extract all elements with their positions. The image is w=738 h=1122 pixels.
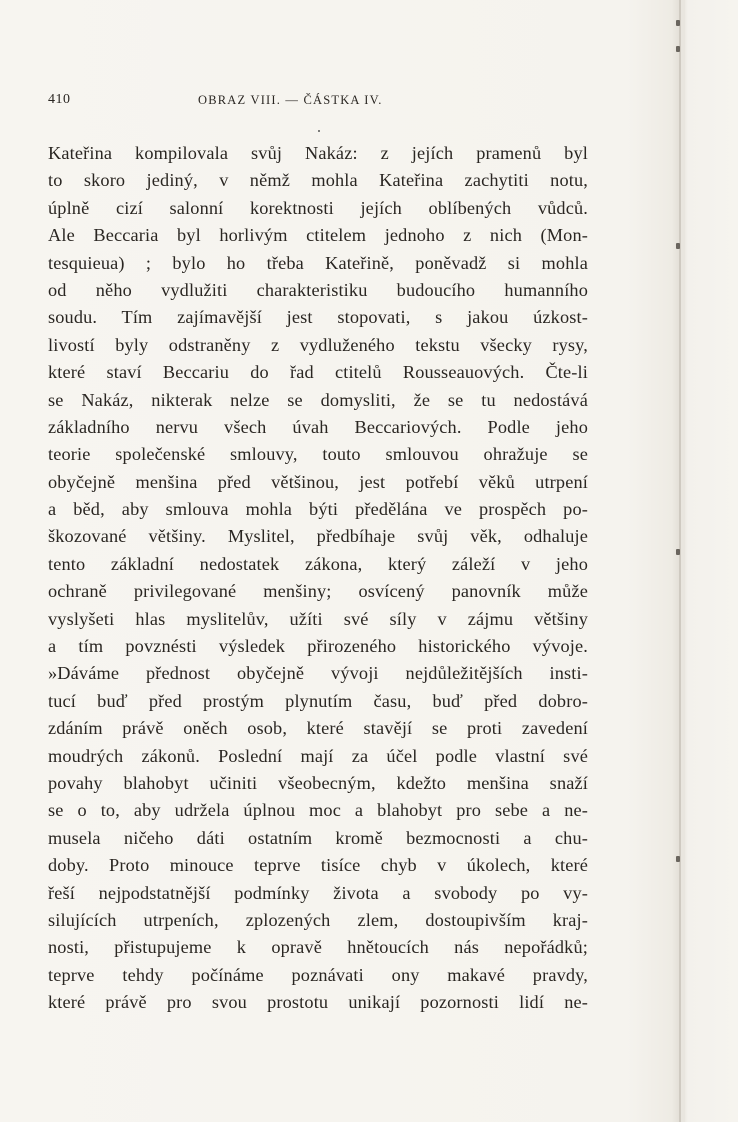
text-line: teprve tehdy počínáme poznávati ony makavé pravdy,	[48, 964, 588, 985]
body-text	[48, 140, 588, 1017]
print-speck	[318, 130, 320, 132]
text-line: řeší nejpodstatnější podmínky života a svobody po vy-	[48, 882, 588, 903]
text-line: to skoro jediný, v němž mohla Kateřina zachytiti notu,	[48, 170, 588, 191]
page-number: 410	[48, 92, 71, 107]
running-head: OBRAZ VIII. — ČÁSTKA IV.	[198, 93, 383, 107]
text-line: Kateřina kompilovala svůj Nakáz: z jejích pramenů byl	[48, 143, 588, 163]
text-line: ochraně privilegované menšiny; osvícený panovník může	[48, 581, 588, 602]
text-line: základního nervu všech úvah Beccariových. Podle jeho	[48, 416, 588, 437]
text-line: škozované většiny. Myslitel, předbíhaje svůj věk, odhaluje	[48, 526, 588, 547]
text-line: které právě pro svou prostotu unikají pozornosti lidí ne-	[48, 992, 588, 1013]
margin-mark	[676, 856, 680, 862]
text-line: a běd, aby smlouva mohla býti předělána ve prospěch po-	[48, 499, 588, 520]
text-line: úplně cizí salonní korektnosti jejích oblíbených vůdců.	[48, 197, 588, 218]
text-line: doby. Proto minouce teprve tisíce chyb v úkolech, které	[48, 855, 588, 876]
text-line: teorie společenské smlouvy, touto smlouvou ohražuje se	[48, 444, 588, 465]
text-line: »Dáváme přednost obyčejně vývoji nejdůležitějších insti-	[48, 663, 588, 684]
text-line: vyslyšeti hlas myslitelův, užíti své síly v zájmu většiny	[48, 608, 588, 629]
text-line: Ale Beccaria byl horlivým ctitelem jednoho z nich (Mon-	[48, 225, 588, 246]
text-line: tesquieua) ; bylo ho třeba Kateřině, poněvadž si mohla	[48, 252, 588, 273]
text-line: se o to, aby udržela úplnou moc a blahobyt pro sebe a ne-	[48, 800, 588, 821]
margin-mark	[676, 549, 680, 555]
margin-mark	[676, 20, 680, 26]
text-line: obyčejně menšina před většinou, jest potřebí věků utrpení	[48, 471, 588, 492]
text-line: zdáním právě oněch osob, které stavějí se proti zavedení	[48, 718, 588, 739]
text-line: livostí byly odstraněny z vydluženého tekstu všecky rysy,	[48, 334, 588, 355]
text-line: od něho vydlužiti charakteristiku budoucího humanního	[48, 279, 588, 300]
text-line: se Nakáz, nikterak nelze se domysliti, že se tu nedostává	[48, 389, 588, 410]
text-line: tucí buď před prostým plynutím času, buď před dobro-	[48, 690, 588, 711]
text-line: které staví Beccariu do řad ctitelů Rousseauových. Čte-li	[48, 362, 588, 383]
text-line: a tím povznésti výsledek přirozeného historického vývoje.	[48, 636, 588, 657]
text-line: moudrých zákonů. Poslední mají za účel podle vlastní své	[48, 745, 588, 766]
margin-mark	[676, 243, 680, 249]
text-line: povahy blahobyt učiniti všeobecným, kdežto menšina snaží	[48, 772, 588, 793]
binding-shadow	[681, 0, 685, 1122]
text-line: tento základní nedostatek zákona, který záleží v jeho	[48, 553, 588, 574]
text-line: nosti, přistupujeme k opravě hnětoucích nás nepořádků;	[48, 937, 588, 958]
text-line: musela ničeho dáti ostatním kromě bezmocnosti a chu-	[48, 827, 588, 848]
margin-mark	[676, 46, 680, 52]
text-line: silujících utrpeních, zplozených zlem, dostoupivším kraj-	[48, 909, 588, 930]
page-header	[48, 92, 608, 112]
text-line: soudu. Tím zajímavější jest stopovati, s jakou úzkost-	[48, 307, 588, 328]
